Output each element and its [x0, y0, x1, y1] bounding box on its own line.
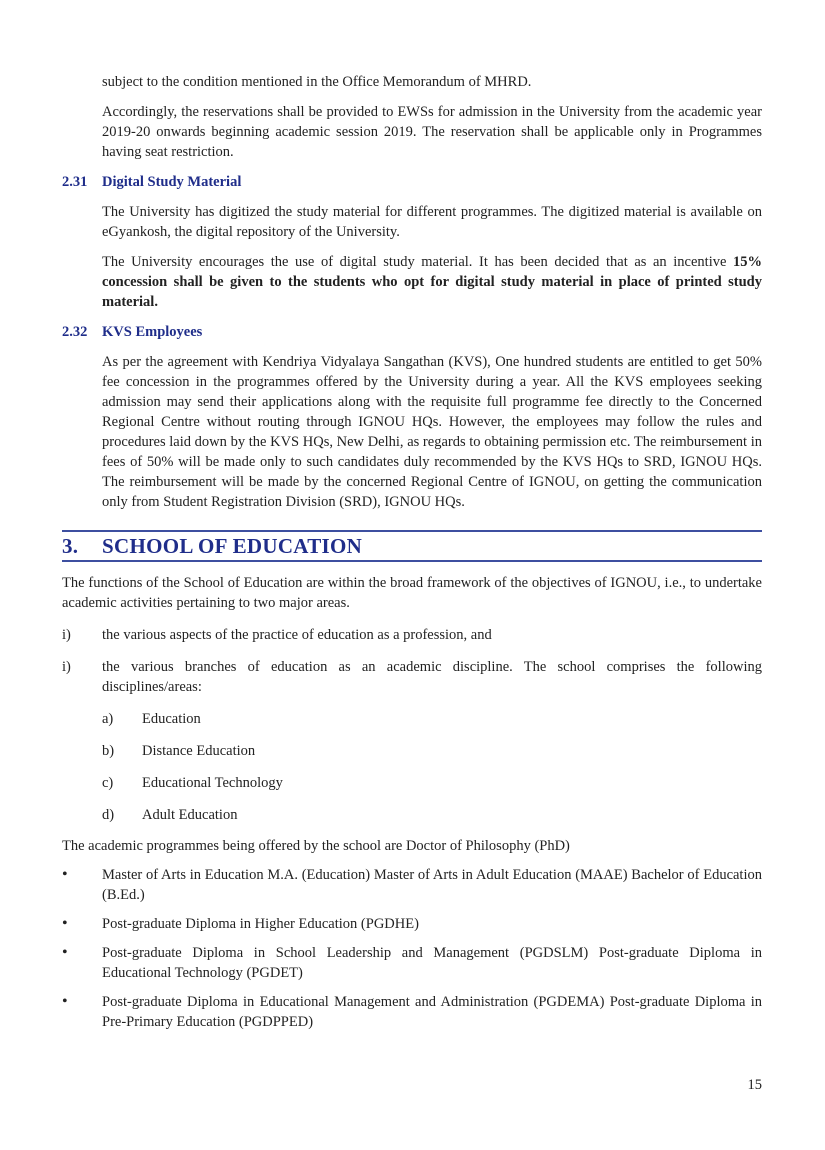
programme-bullet — [62, 865, 762, 905]
list-item — [62, 657, 762, 697]
area-item — [102, 805, 762, 825]
area-marker: b) — [102, 743, 115, 759]
intro-line: subject to the condition mentioned in the Office Memorandum of MHRD. — [102, 74, 532, 90]
area-marker: c) — [102, 775, 114, 791]
intro-paragraph: Accordingly, the reservations shall be provided to EWSs for admission in the University from the academic year 2019-20 onwards beginning academic session 2019. The reservation shall be applicable only in Programmes having seat restriction. — [102, 104, 762, 160]
page-number: 15 — [747, 1077, 762, 1093]
bullet-text: Post-graduate Diploma in Higher Education (PGDHE) — [102, 916, 419, 932]
area-text: Distance Education — [142, 743, 256, 759]
section-title: SCHOOL OF EDUCATION — [102, 534, 363, 558]
list-marker: i) — [62, 627, 71, 643]
digital-incentive-paragraph — [102, 252, 762, 312]
section-2-32-heading — [62, 322, 762, 342]
programme-bullet — [62, 943, 762, 983]
section-3-heading — [62, 530, 762, 562]
incentive-text: The University encourages the use of digital study material. It has been decided that as an incentive — [102, 254, 733, 270]
bullet-text: Post-graduate Diploma in Educational Management and Administration (PGDEMA) Post-graduate Diploma in Pre-Primary Education (PGDPPED) — [102, 994, 762, 1030]
programmes-intro: The academic programmes being offered by the school are Doctor of Philosophy (PhD) — [62, 838, 570, 854]
document-page — [62, 72, 762, 1032]
concession-bold-text: 15% concession shall be given to the students who opt for digital study material in place of printed study material. — [102, 254, 762, 310]
bullet-icon: • — [62, 866, 68, 883]
bullet-text: Post-graduate Diploma in School Leadership and Management (PGDSLM) Post-graduate Diploma in Educational Technology (PGDET) — [102, 945, 762, 981]
area-marker: a) — [102, 711, 114, 727]
area-marker: d) — [102, 807, 115, 823]
list-text: the various branches of education as an academic discipline. The school comprises the following disciplines/areas: — [102, 659, 762, 695]
programme-bullet — [62, 992, 762, 1032]
list-text: the various aspects of the practice of education as a profession, and — [102, 627, 492, 643]
section-title: Digital Study Material — [102, 174, 242, 190]
programme-bullet — [62, 914, 762, 934]
area-item — [102, 709, 762, 729]
bullet-icon: • — [62, 915, 68, 932]
section-2-31-heading — [62, 172, 762, 192]
digital-material-paragraph: The University has digitized the study material for different programmes. The digitized material is available on eGyankosh, the digital repository of the University. — [102, 204, 762, 240]
list-item — [62, 625, 762, 645]
area-text: Educational Technology — [142, 775, 283, 791]
kvs-paragraph: As per the agreement with Kendriya Vidyalaya Sangathan (KVS), One hundred students are entitled to get 50% fee concession in the programmes offered by the University during a year. All the KVS employees seeking admission may send their applications along with the requisite full programme fee directly to the Concerned Regional Centre without routing through IGNOU HQs. However, the employees may follow the rules and procedures laid down by the KVS HQs, New Delhi, as regards to obtaining permission etc. The reimbursement in fees of 50% will be made only to such candidates duly recommended by the KVS HQs to SRD, IGNOU HQs. The reimbursement will be made by the concerned Regional Centre of IGNOU, on getting the communication only from Student Registration Division (SRD), IGNOU HQs. — [102, 354, 762, 510]
area-text: Education — [142, 711, 201, 727]
section-number: 2.32 — [62, 324, 88, 340]
section-number: 2.31 — [62, 174, 88, 190]
list-marker: i) — [62, 659, 71, 675]
bullet-icon: • — [62, 944, 68, 961]
bullet-icon: • — [62, 993, 68, 1010]
school-intro-paragraph: The functions of the School of Education are within the broad framework of the objectives of IGNOU, i.e., to undertake academic activities pertaining to two major areas. — [62, 575, 762, 611]
section-title: KVS Employees — [102, 324, 203, 340]
area-item — [102, 741, 762, 761]
bullet-text: Master of Arts in Education M.A. (Education) Master of Arts in Adult Education (MAAE) Bachelor of Education (B.Ed.) — [102, 867, 762, 903]
area-text: Adult Education — [142, 807, 238, 823]
section-number: 3. — [62, 534, 79, 558]
area-item — [102, 773, 762, 793]
